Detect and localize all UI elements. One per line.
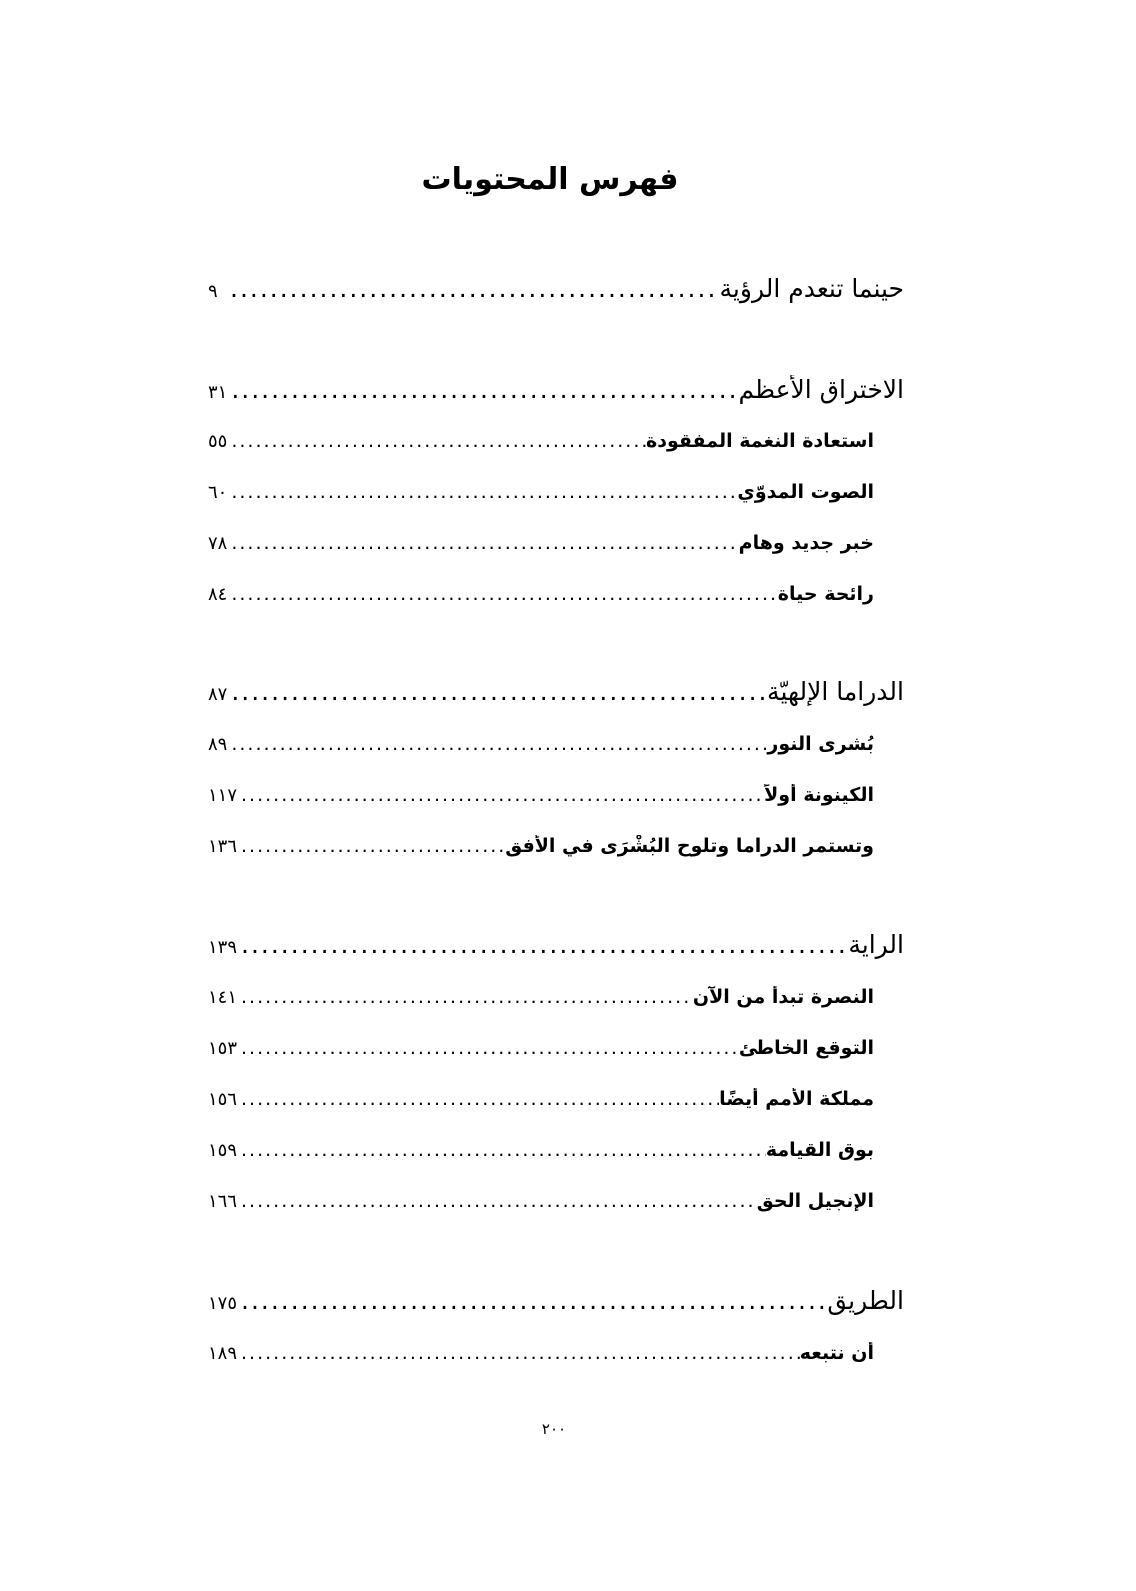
dot-leader	[227, 481, 737, 503]
toc-entry-page: ١٤١	[208, 987, 238, 1008]
dot-leader	[226, 274, 720, 303]
toc-entry-title: أن نتبعه	[799, 1342, 874, 1364]
dot-leader	[237, 784, 764, 806]
toc-entry-title: مملكة الأمم أيضًا	[719, 1088, 874, 1110]
toc-entry-title: الكينونة أولاً	[764, 784, 874, 806]
toc-entry-title: بُشرى النور	[767, 733, 874, 755]
toc-section-entry	[208, 986, 874, 1018]
dot-leader	[227, 733, 767, 755]
toc-entry-page: ١٥٦	[208, 1089, 238, 1110]
toc-chapter-entry	[208, 375, 904, 415]
dot-leader	[237, 986, 693, 1008]
toc-chapter-entry	[208, 1286, 904, 1326]
toc-section-entry	[208, 583, 874, 615]
toc-entry-page: ٥٥	[208, 431, 228, 452]
dot-leader	[237, 1190, 757, 1212]
toc-entry-title: استعادة النغمة المفقودة	[645, 430, 874, 452]
page-title: فهرس المحتويات	[421, 162, 679, 197]
toc-entry-title: الإنجيل الحق	[756, 1190, 874, 1212]
toc-entry-page: ٦٠	[208, 482, 228, 503]
toc-section-entry	[208, 1342, 874, 1374]
toc-entry-page: ٧٨	[208, 533, 228, 554]
toc-entry-title: الدراما الإلهيّة	[767, 677, 904, 706]
dot-leader	[237, 1139, 766, 1161]
toc-chapter-entry	[208, 930, 904, 970]
dot-leader	[227, 583, 777, 605]
dot-leader	[237, 1037, 739, 1059]
toc-entry-title: بوق القيامة	[765, 1139, 874, 1161]
toc-entry-page: ١٥٣	[208, 1038, 238, 1059]
dot-leader	[237, 835, 505, 857]
toc-section-entry	[208, 784, 874, 816]
toc-entry-title: التوقع الخاطئ	[738, 1037, 874, 1059]
toc-entry-page: ١٦٦	[208, 1191, 238, 1212]
toc-section-entry	[208, 532, 874, 564]
toc-entry-title: النصرة تبدأ من الآن	[692, 986, 874, 1008]
dot-leader	[227, 430, 646, 452]
toc-section-entry	[208, 430, 874, 462]
toc-section-entry	[208, 733, 874, 765]
toc-entry-page: ٩	[208, 281, 218, 302]
dot-leader	[227, 677, 767, 706]
toc-entry-page: ١٥٩	[208, 1140, 238, 1161]
toc-entry-title: الراية	[848, 930, 904, 959]
toc-entry-title: رائحة حياة	[777, 583, 874, 605]
toc-section-entry	[208, 1190, 874, 1222]
page-number: ٢٠٠	[541, 1420, 567, 1438]
toc-entry-page: ٨٤	[208, 584, 228, 605]
dot-leader	[237, 1286, 827, 1315]
toc-entry-page: ١٣٩	[208, 937, 238, 958]
dot-leader	[227, 532, 738, 554]
toc-section-entry	[208, 1139, 874, 1171]
toc-chapter-entry	[208, 677, 904, 717]
dot-leader	[237, 930, 848, 959]
toc-section-entry	[208, 835, 874, 867]
toc-entry-page: ١٨٩	[208, 1343, 238, 1364]
toc-entry-title: الطريق	[827, 1286, 904, 1315]
toc-section-entry	[208, 1088, 874, 1120]
toc-entry-page: ٣١	[208, 382, 228, 403]
dot-leader	[237, 1088, 719, 1110]
toc-chapter-entry	[208, 274, 904, 314]
dot-leader	[227, 375, 738, 404]
toc-section-entry	[208, 481, 874, 513]
toc-entry-page: ١٧٥	[208, 1293, 238, 1314]
toc-entry-page: ٨٧	[208, 684, 228, 705]
dot-leader	[237, 1342, 800, 1364]
toc-section-entry	[208, 1037, 874, 1069]
toc-entry-title: وتستمر الدراما وتلوح البُشْرَى في الأفق	[505, 835, 874, 857]
toc-entry-page: ٨٩	[208, 734, 228, 755]
toc-entry-page: ١٣٦	[208, 836, 238, 857]
toc-entry-page: ١١٧	[208, 785, 238, 806]
toc-entry-title: خبر جديد وهام	[738, 532, 874, 554]
toc-entry-title: الاختراق الأعظم	[738, 375, 904, 404]
toc-entry-title: حينما تنعدم الرؤية	[719, 274, 904, 303]
toc-entry-title: الصوت المدوّي	[737, 481, 874, 503]
